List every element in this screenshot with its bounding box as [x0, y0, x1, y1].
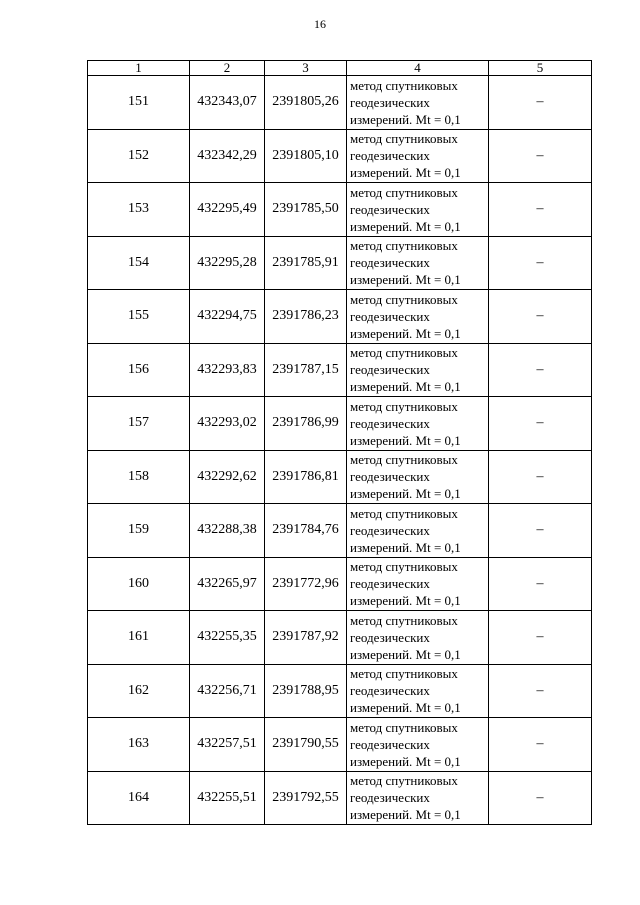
- method-text-line: измерений. Mt = 0,1: [350, 111, 461, 127]
- y-coordinate-cell: 2391784,76: [265, 504, 347, 558]
- method-cell: [347, 557, 489, 611]
- y-coordinate-cell: 2391786,99: [265, 397, 347, 451]
- note-cell: –: [489, 343, 592, 397]
- method-text-line: метод спутниковых: [350, 77, 458, 93]
- method-text-line: метод спутниковых: [350, 773, 458, 789]
- method-cell: [347, 343, 489, 397]
- point-number-cell: 151: [88, 76, 190, 130]
- method-cell: [347, 236, 489, 290]
- y-coordinate-cell: 2391792,55: [265, 771, 347, 825]
- method-text-line: измерений. Mt = 0,1: [350, 486, 461, 502]
- x-coordinate-cell: 432257,51: [190, 718, 265, 772]
- method-text-line: метод спутниковых: [350, 291, 458, 307]
- table-row: [88, 611, 592, 665]
- method-cell: [347, 290, 489, 344]
- point-number-cell: 157: [88, 397, 190, 451]
- method-text-line: измерений. Mt = 0,1: [350, 432, 461, 448]
- method-cell: [347, 504, 489, 558]
- method-text-line: метод спутниковых: [350, 505, 458, 521]
- method-text-line: геодезических: [350, 629, 430, 645]
- x-coordinate-cell: 432288,38: [190, 504, 265, 558]
- point-number-cell: 160: [88, 557, 190, 611]
- x-coordinate-cell: 432293,02: [190, 397, 265, 451]
- table-row: [88, 343, 592, 397]
- method-text-line: геодезических: [350, 522, 430, 538]
- method-cell: [347, 611, 489, 665]
- note-cell: –: [489, 557, 592, 611]
- method-text-line: измерений. Mt = 0,1: [350, 325, 461, 341]
- method-text-line: геодезических: [350, 255, 430, 271]
- method-text-line: метод спутниковых: [350, 452, 458, 468]
- note-cell: –: [489, 504, 592, 558]
- point-number-cell: 164: [88, 771, 190, 825]
- x-coordinate-cell: 432255,35: [190, 611, 265, 665]
- method-text-line: геодезических: [350, 362, 430, 378]
- method-cell: [347, 450, 489, 504]
- method-text-line: измерений. Mt = 0,1: [350, 807, 461, 823]
- method-text-line: измерений. Mt = 0,1: [350, 165, 461, 181]
- method-text-line: метод спутниковых: [350, 238, 458, 254]
- method-text-line: измерений. Mt = 0,1: [350, 753, 461, 769]
- method-text-line: геодезических: [350, 736, 430, 752]
- y-coordinate-cell: 2391787,92: [265, 611, 347, 665]
- point-number-cell: 158: [88, 450, 190, 504]
- x-coordinate-cell: 432256,71: [190, 664, 265, 718]
- column-header: 5: [489, 61, 592, 76]
- note-cell: –: [489, 718, 592, 772]
- note-cell: –: [489, 664, 592, 718]
- x-coordinate-cell: 432343,07: [190, 76, 265, 130]
- table-row: [88, 664, 592, 718]
- x-coordinate-cell: 432295,28: [190, 236, 265, 290]
- table-row: [88, 129, 592, 183]
- note-cell: –: [489, 183, 592, 237]
- y-coordinate-cell: 2391785,50: [265, 183, 347, 237]
- x-coordinate-cell: 432294,75: [190, 290, 265, 344]
- method-text-line: метод спутниковых: [350, 398, 458, 414]
- method-text-line: измерений. Mt = 0,1: [350, 218, 461, 234]
- table-body: [88, 76, 592, 825]
- table-row: [88, 290, 592, 344]
- method-text-line: измерений. Mt = 0,1: [350, 700, 461, 716]
- y-coordinate-cell: 2391805,10: [265, 129, 347, 183]
- method-cell: [347, 76, 489, 130]
- y-coordinate-cell: 2391788,95: [265, 664, 347, 718]
- method-text-line: геодезических: [350, 683, 430, 699]
- method-cell: [347, 771, 489, 825]
- table-row: [88, 450, 592, 504]
- note-cell: –: [489, 236, 592, 290]
- table-row: [88, 771, 592, 825]
- table-row: [88, 718, 592, 772]
- table-row: [88, 557, 592, 611]
- point-number-cell: 161: [88, 611, 190, 665]
- x-coordinate-cell: 432295,49: [190, 183, 265, 237]
- point-number-cell: 155: [88, 290, 190, 344]
- method-text-line: измерений. Mt = 0,1: [350, 272, 461, 288]
- method-text-line: геодезических: [350, 415, 430, 431]
- table-row: [88, 397, 592, 451]
- note-cell: –: [489, 611, 592, 665]
- column-header: 3: [265, 61, 347, 76]
- method-text-line: метод спутниковых: [350, 131, 458, 147]
- method-cell: [347, 397, 489, 451]
- method-cell: [347, 718, 489, 772]
- point-number-cell: 162: [88, 664, 190, 718]
- y-coordinate-cell: 2391790,55: [265, 718, 347, 772]
- note-cell: –: [489, 397, 592, 451]
- coordinates-table: [87, 60, 592, 825]
- column-header: 4: [347, 61, 489, 76]
- x-coordinate-cell: 432342,29: [190, 129, 265, 183]
- y-coordinate-cell: 2391786,81: [265, 450, 347, 504]
- y-coordinate-cell: 2391805,26: [265, 76, 347, 130]
- method-cell: [347, 183, 489, 237]
- y-coordinate-cell: 2391787,15: [265, 343, 347, 397]
- method-text-line: метод спутниковых: [350, 612, 458, 628]
- method-text-line: измерений. Mt = 0,1: [350, 379, 461, 395]
- method-text-line: геодезических: [350, 201, 430, 217]
- column-header: 2: [190, 61, 265, 76]
- method-text-line: геодезических: [350, 790, 430, 806]
- method-text-line: метод спутниковых: [350, 719, 458, 735]
- method-text-line: геодезических: [350, 308, 430, 324]
- point-number-cell: 154: [88, 236, 190, 290]
- method-text-line: геодезических: [350, 469, 430, 485]
- y-coordinate-cell: 2391772,96: [265, 557, 347, 611]
- method-text-line: геодезических: [350, 576, 430, 592]
- note-cell: –: [489, 290, 592, 344]
- method-text-line: геодезических: [350, 94, 430, 110]
- y-coordinate-cell: 2391786,23: [265, 290, 347, 344]
- note-cell: –: [489, 450, 592, 504]
- method-cell: [347, 129, 489, 183]
- table-header-row: [88, 61, 592, 76]
- method-text-line: метод спутниковых: [350, 345, 458, 361]
- table-row: [88, 236, 592, 290]
- method-text-line: измерений. Mt = 0,1: [350, 646, 461, 662]
- table-row: [88, 76, 592, 130]
- note-cell: –: [489, 76, 592, 130]
- note-cell: –: [489, 771, 592, 825]
- x-coordinate-cell: 432293,83: [190, 343, 265, 397]
- page-number: 16: [314, 17, 326, 31]
- x-coordinate-cell: 432265,97: [190, 557, 265, 611]
- method-text-line: метод спутниковых: [350, 184, 458, 200]
- method-text-line: геодезических: [350, 148, 430, 164]
- column-header: 1: [88, 61, 190, 76]
- y-coordinate-cell: 2391785,91: [265, 236, 347, 290]
- table-row: [88, 183, 592, 237]
- note-cell: –: [489, 129, 592, 183]
- point-number-cell: 152: [88, 129, 190, 183]
- method-cell: [347, 664, 489, 718]
- point-number-cell: 159: [88, 504, 190, 558]
- point-number-cell: 153: [88, 183, 190, 237]
- point-number-cell: 163: [88, 718, 190, 772]
- table-row: [88, 504, 592, 558]
- method-text-line: измерений. Mt = 0,1: [350, 593, 461, 609]
- method-text-line: измерений. Mt = 0,1: [350, 539, 461, 555]
- x-coordinate-cell: 432292,62: [190, 450, 265, 504]
- point-number-cell: 156: [88, 343, 190, 397]
- x-coordinate-cell: 432255,51: [190, 771, 265, 825]
- method-text-line: метод спутниковых: [350, 559, 458, 575]
- method-text-line: метод спутниковых: [350, 666, 458, 682]
